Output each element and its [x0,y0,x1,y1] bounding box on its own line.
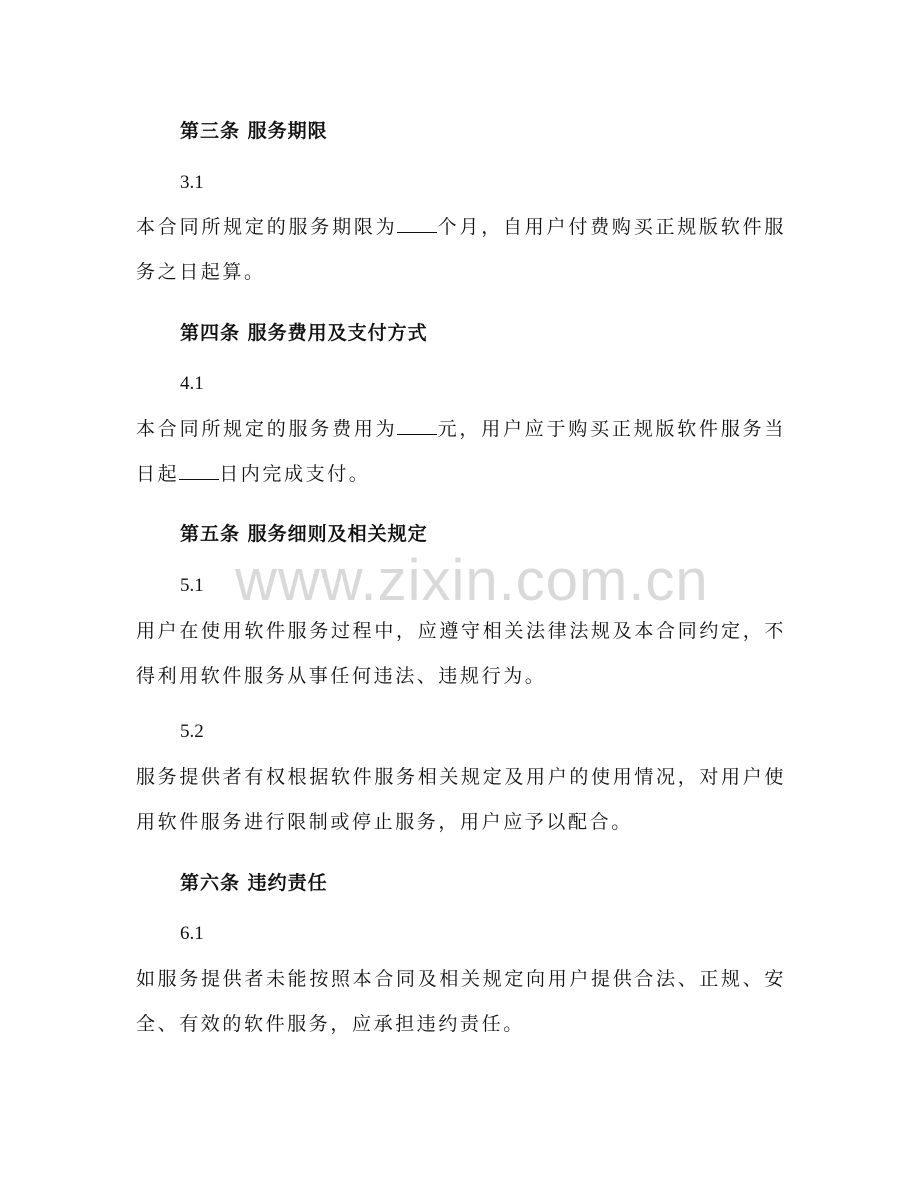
clause-6-1-text: 如服务提供者未能按照本合同及相关规定向用户提供合法、正规、安全、有效的软件服务，应承担违约责任。 [136,968,786,1035]
clause-4-1-text-b: 元，用户应于购买正规版软件服务当日起 [136,418,787,485]
clause-4-1-text-c: 日内完成支付。 [219,463,371,485]
clause-3-1-text [136,205,786,295]
clause-3-1-text-b: 个月，自用户付费购买正规版软件服务之日起算。 [136,216,787,283]
clause-4-1-text-a: 本合同所规定的服务费用为 [136,418,398,440]
watermark: www.zixin.com.cn [235,548,709,613]
section-4-heading: 第四条 服务费用及支付方式 [180,322,428,344]
fill-blank-months [397,214,437,233]
section-6-heading: 第六条 违约责任 [180,872,328,894]
clause-5-1-number: 5.1 [180,575,204,596]
section-5-heading: 第五条 服务细则及相关规定 [180,523,428,545]
clause-4-1-number: 4.1 [180,373,204,394]
fill-blank-fee [397,416,437,435]
clause-3-1-number: 3.1 [180,172,204,193]
clause-5-1-text: 用户在使用软件服务过程中，应遵守相关法律法规及本合同约定，不得利用软件服务从事任何违法、违规行为。 [136,620,786,687]
section-3-heading: 第三条 服务期限 [180,120,328,142]
clause-6-1-number: 6.1 [180,923,204,944]
clause-5-2-text: 服务提供者有权根据软件服务相关规定及用户的使用情况，对用户使用软件服务进行限制或停止服务，用户应予以配合。 [136,766,786,833]
clause-4-1-text [136,407,786,497]
fill-blank-days [179,461,219,480]
clause-5-2-number: 5.2 [180,721,204,742]
clause-3-1-text-a: 本合同所规定的服务期限为 [136,216,398,238]
